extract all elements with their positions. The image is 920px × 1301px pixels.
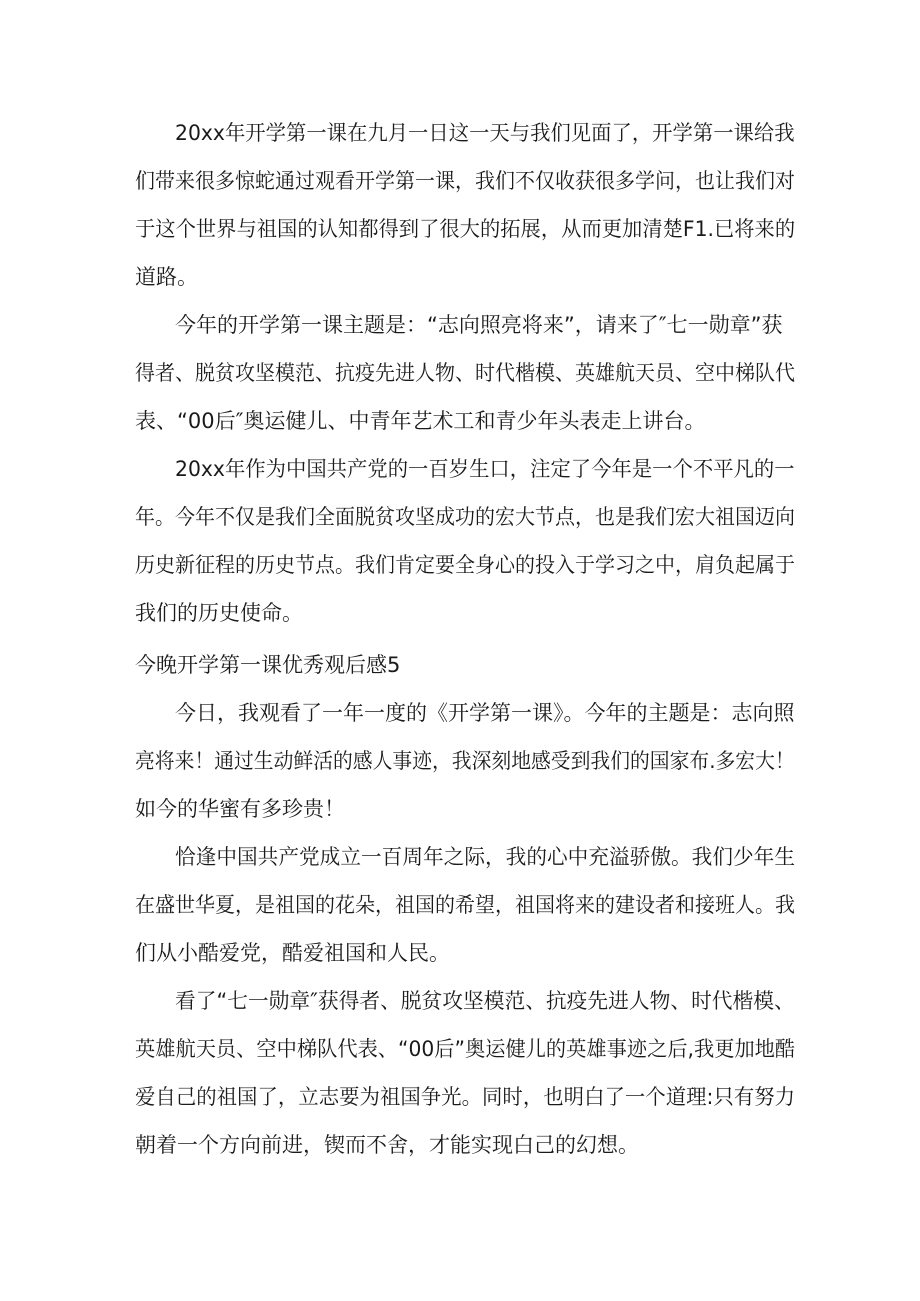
text-line: 20xx年开学第一课在九月一日这一天与我们见面了，开学第一课给我 [175, 121, 795, 145]
text-line: 道路。 [135, 265, 198, 289]
text-line: 表、“00后″奥运健儿、中青年艺术工和青少年头表走上讲台。 [135, 409, 706, 433]
text-line: 们带来很多惊蛇通过观看开学第一课，我们不仅收获很多学问，也让我们对 [135, 169, 795, 193]
text-line: 20xx年作为中国共产党的一百岁生口，注定了今年是一个不平凡的一 [175, 457, 795, 481]
text-line: 我们的历史使命。 [135, 601, 303, 625]
text-line: 恰逢中国共产党成立一百周年之际，我的心中充溢骄傲。我们少年生 [175, 845, 795, 869]
text-line: 今年的开学第一课主题是：“志向照亮将来”，请来了″七一勋章”获 [175, 313, 783, 337]
text-line: 朝着一个方向前进，锲而不舍，才能实现白己的幻想。 [135, 1133, 639, 1157]
text-line: 得者、脱贫攻坚模范、抗疫先进人物、时代楷模、英雄航天员、空中梯队代 [135, 361, 795, 385]
section-heading: 今晚开学第一课优秀观后感5 [135, 653, 401, 677]
text-line: 们从小酷爱党，酷爱祖国和人民。 [135, 941, 450, 965]
text-line: 今日，我观看了一年一度的《开学第一课》。今年的主题是：志向照 [175, 701, 795, 725]
text-line: 亮将来！通过生动鲜活的感人事迹，我深刻地感受到我们的国家布.多宏大！ [135, 749, 795, 773]
text-line: 于这个世界与祖国的认知都得到了很大的拓展，从而更加清楚F1.已将来的 [135, 217, 796, 241]
text-line: 爱自己的祖国了，立志要为祖国争光。同时，也明白了一个道理:只有努力 [135, 1085, 796, 1109]
text-line: 历史新征程的历史节点。我们肯定要全身心的投入于学习之中，肩负起属于 [135, 553, 795, 577]
text-line: 看了“七一勋章″获得者、脱贫攻坚模范、抗疫先进人物、时代楷模、 [175, 989, 795, 1013]
text-line: 英雄航天员、空中梯队代表、“00后”奥运健儿的英雄事迹之后,我更加地酷 [135, 1037, 796, 1061]
text-line: 在盛世华夏，是祖国的花朵，祖国的希望，祖国将来的建设者和接班人。我 [135, 893, 795, 917]
text-line: 年。今年不仅是我们全面脱贫攻坚成功的宏大节点，也是我们宏大祖国迈向 [135, 505, 795, 529]
text-line: 如今的华蜜有多珍贵！ [135, 797, 345, 821]
